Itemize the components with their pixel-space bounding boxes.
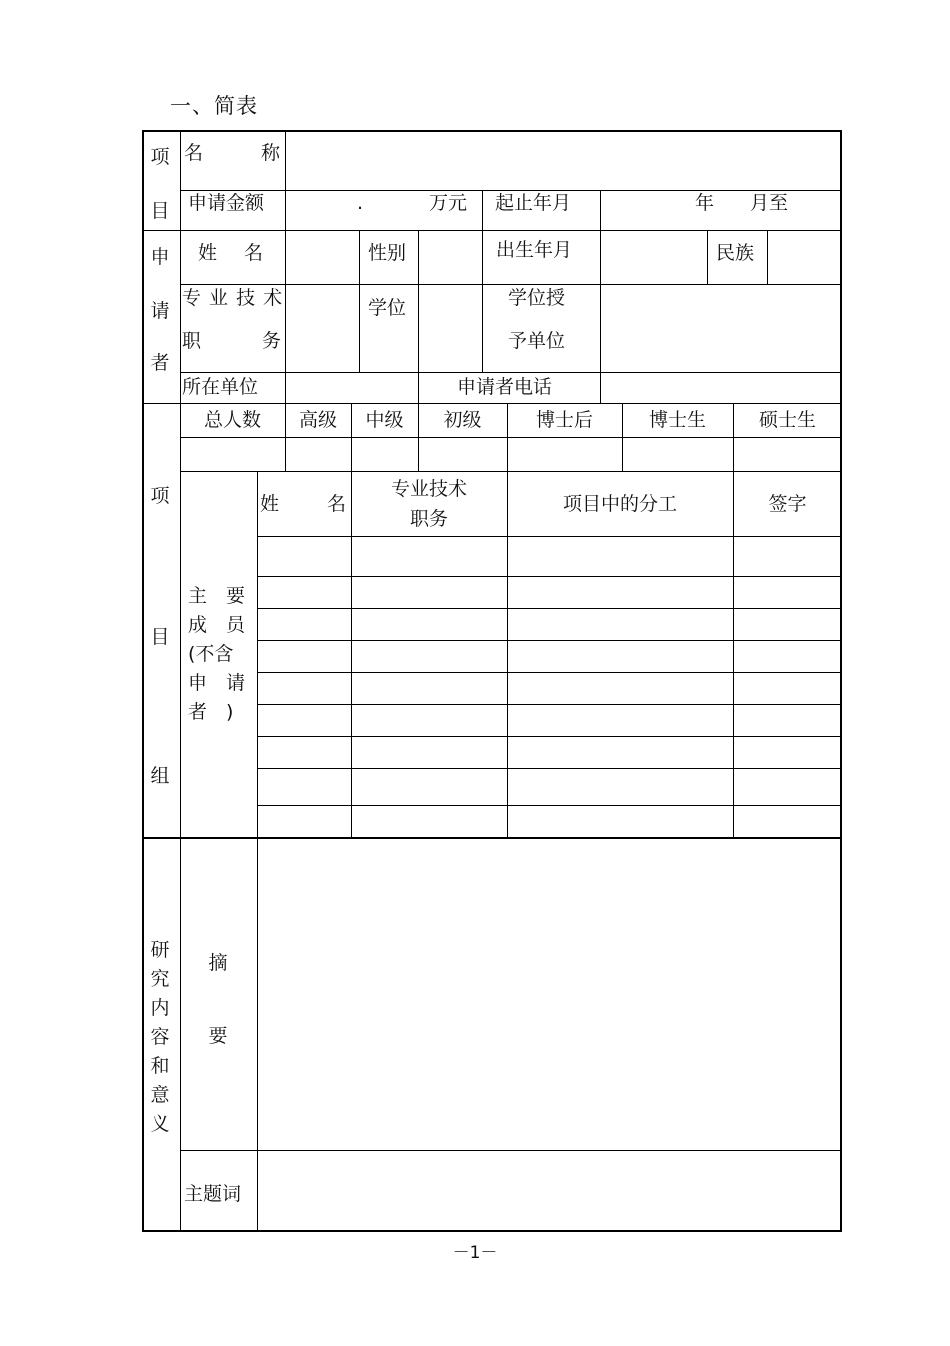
degree-field[interactable] bbox=[420, 286, 481, 371]
members-label: 主 要 成 员 (不含 申 请 者 ) bbox=[188, 585, 246, 723]
degree-unit-label: 学位授 bbox=[508, 287, 566, 309]
rule bbox=[257, 672, 842, 673]
abstract-label: 摘 bbox=[208, 952, 228, 974]
birth-label: 出生年月 bbox=[496, 239, 573, 261]
rule bbox=[418, 230, 419, 403]
phone-label: 申请者电话 bbox=[457, 376, 553, 398]
period-field[interactable] bbox=[602, 192, 840, 229]
rule bbox=[257, 640, 842, 641]
stat-junior-field[interactable] bbox=[420, 439, 506, 470]
amount-field[interactable] bbox=[287, 192, 481, 229]
rule bbox=[257, 608, 842, 609]
rule bbox=[767, 230, 768, 284]
amount-decimal-dot: . bbox=[357, 192, 364, 214]
applicant-name-label: 名 bbox=[244, 242, 264, 264]
member-header-role: 项目中的分工 bbox=[562, 493, 677, 515]
stat-header-phd: 博士生 bbox=[648, 409, 706, 431]
rule bbox=[482, 190, 483, 284]
stat-header-postdoc: 博士后 bbox=[535, 409, 593, 431]
section-label-project: 项 bbox=[150, 146, 170, 168]
keywords-field[interactable] bbox=[259, 1152, 840, 1230]
stat-header-master: 硕士生 bbox=[758, 409, 816, 431]
rule bbox=[257, 471, 258, 837]
member-header-name: 名 bbox=[327, 493, 347, 515]
section-label-team: 目 bbox=[150, 626, 170, 648]
birth-field[interactable] bbox=[602, 232, 706, 283]
section-label-applicant: 申 bbox=[150, 246, 170, 268]
degree-label: 学位 bbox=[368, 297, 407, 319]
rule bbox=[180, 284, 842, 285]
gender-label: 性别 bbox=[368, 242, 407, 264]
rule bbox=[285, 130, 286, 403]
rule bbox=[180, 1150, 842, 1151]
title-field[interactable] bbox=[287, 286, 358, 371]
keywords-label: 主题词 bbox=[184, 1183, 242, 1205]
page-number: －1－ bbox=[452, 1243, 498, 1263]
member-row[interactable] bbox=[259, 674, 840, 703]
abstract-field[interactable] bbox=[259, 840, 840, 1149]
ethnicity-field[interactable] bbox=[769, 232, 840, 283]
section-label-applicant: 请 bbox=[150, 300, 170, 322]
stat-master-field[interactable] bbox=[735, 439, 840, 470]
rule bbox=[482, 284, 483, 372]
stat-intermediate-field[interactable] bbox=[353, 439, 417, 470]
section-label-team: 项 bbox=[150, 485, 170, 507]
stat-header-junior: 初级 bbox=[443, 409, 482, 431]
member-header-signature: 签字 bbox=[768, 493, 807, 515]
rule bbox=[257, 576, 842, 577]
rule bbox=[142, 230, 842, 231]
section-label-research: 研 究 内 容 和 意 义 bbox=[150, 939, 170, 1135]
member-row[interactable] bbox=[259, 738, 840, 767]
degree-unit-field[interactable] bbox=[602, 286, 840, 371]
rule bbox=[707, 230, 708, 284]
degree-unit-label: 予单位 bbox=[508, 330, 566, 352]
rule bbox=[257, 536, 842, 537]
rule bbox=[142, 403, 842, 404]
stat-header-intermediate: 中级 bbox=[365, 409, 404, 431]
stat-senior-field[interactable] bbox=[287, 439, 350, 470]
member-header-title: 专业技术 bbox=[390, 478, 467, 500]
stat-total-field[interactable] bbox=[182, 439, 284, 470]
applicant-name-field[interactable] bbox=[287, 232, 358, 283]
project-name-field[interactable] bbox=[287, 132, 840, 189]
stat-postdoc-field[interactable] bbox=[509, 439, 621, 470]
rule bbox=[257, 736, 842, 737]
rule bbox=[600, 190, 601, 403]
member-header-name: 姓 bbox=[260, 493, 280, 515]
period-label: 起止年月 bbox=[495, 192, 572, 214]
rule bbox=[257, 704, 842, 705]
project-name-label: 名 bbox=[184, 142, 204, 164]
member-row[interactable] bbox=[259, 642, 840, 671]
gender-field[interactable] bbox=[420, 232, 481, 283]
org-field[interactable] bbox=[287, 374, 417, 402]
member-row[interactable] bbox=[259, 770, 840, 804]
member-row[interactable] bbox=[259, 578, 840, 607]
member-row[interactable] bbox=[259, 610, 840, 639]
rule bbox=[142, 837, 842, 839]
abstract-label: 要 bbox=[208, 1025, 228, 1047]
project-name-label: 称 bbox=[261, 142, 281, 164]
org-label: 所在单位 bbox=[182, 376, 259, 398]
period-year-label: 年 bbox=[695, 192, 715, 214]
section-label-applicant: 者 bbox=[150, 352, 170, 374]
rule bbox=[257, 837, 258, 1232]
member-row[interactable] bbox=[259, 538, 840, 575]
amount-unit: 万元 bbox=[429, 192, 468, 214]
rule bbox=[180, 471, 842, 472]
title-label: 职 bbox=[182, 330, 202, 352]
rule bbox=[257, 805, 842, 806]
amount-label: 申请金额 bbox=[188, 192, 265, 214]
section-label-team: 组 bbox=[150, 765, 170, 787]
rule bbox=[180, 437, 842, 438]
period-month-to-label: 月至 bbox=[750, 192, 789, 214]
rule bbox=[257, 768, 842, 769]
rule bbox=[180, 372, 842, 373]
phone-field[interactable] bbox=[602, 374, 840, 402]
applicant-name-label: 姓 bbox=[198, 242, 218, 264]
rule bbox=[180, 130, 181, 1232]
member-header-title: 职务 bbox=[409, 508, 448, 530]
title-label: 务 bbox=[262, 330, 282, 352]
stat-header-total: 总人数 bbox=[203, 409, 261, 431]
section-label-project: 目 bbox=[150, 200, 170, 222]
ethnicity-label: 民族 bbox=[716, 242, 755, 264]
form-heading: 一、简表 bbox=[170, 94, 258, 118]
stat-phd-field[interactable] bbox=[624, 439, 732, 470]
member-row[interactable] bbox=[259, 706, 840, 735]
member-row[interactable] bbox=[259, 807, 840, 836]
title-label: 专 业 技 术 bbox=[182, 287, 284, 309]
stat-header-senior: 高级 bbox=[298, 409, 337, 431]
rule bbox=[359, 230, 360, 372]
